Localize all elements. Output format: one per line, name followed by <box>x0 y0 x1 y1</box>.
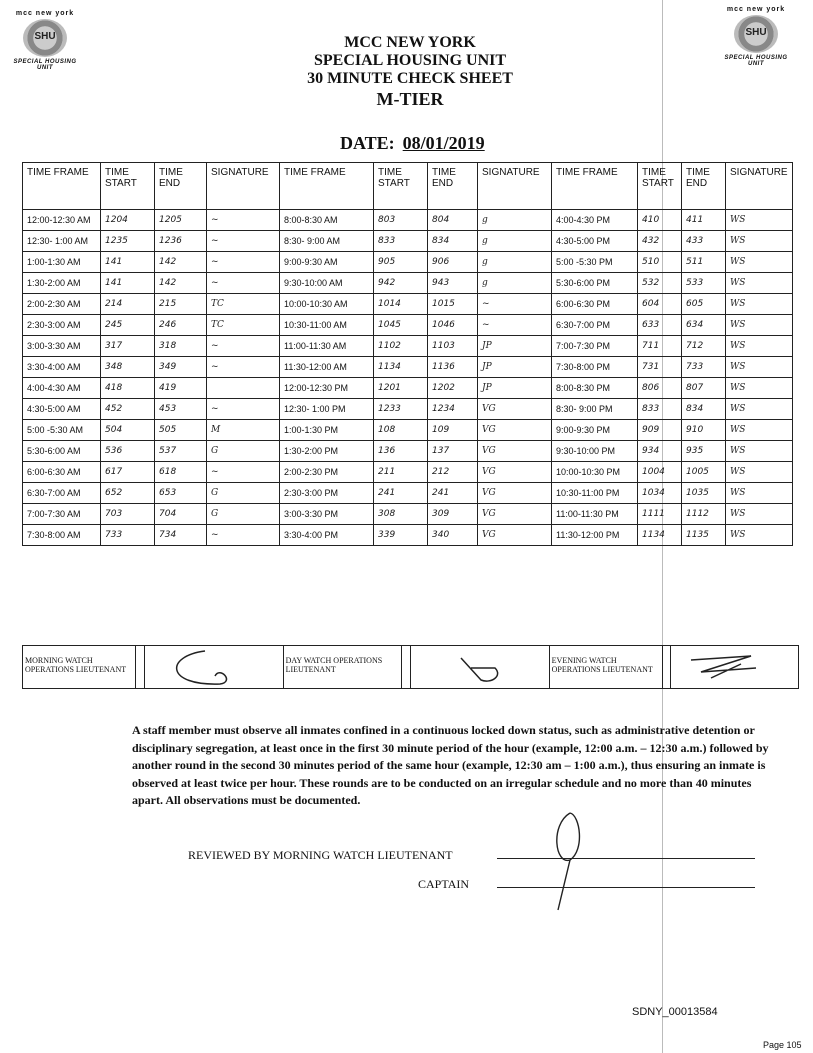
signature-cell[interactable]: g <box>478 252 552 273</box>
time-end-cell[interactable]: 733 <box>682 357 726 378</box>
signature-cell[interactable]: VG <box>478 483 552 504</box>
time-frame-cell: 11:00-11:30 PM <box>552 504 638 525</box>
day-lieutenant-label: DAY WATCH OPERATIONS LIEUTENANT <box>284 646 403 688</box>
time-start-cell[interactable]: 604 <box>638 294 682 315</box>
time-start-cell[interactable]: 136 <box>374 441 428 462</box>
page-number: Page 105 <box>763 1040 802 1050</box>
time-start-cell[interactable]: 141 <box>101 252 155 273</box>
time-start-cell[interactable]: 1235 <box>101 231 155 252</box>
time-frame-cell: 7:30-8:00 AM <box>23 525 101 546</box>
signature-cell[interactable]: G <box>207 504 280 525</box>
time-end-cell[interactable]: 433 <box>682 231 726 252</box>
reviewed-by-label: REVIEWED BY MORNING WATCH LIEUTENANT <box>188 848 453 862</box>
time-start-cell[interactable]: 245 <box>101 315 155 336</box>
column-header: TIME START <box>374 163 428 210</box>
logo-top-text: mcc new york <box>726 6 786 13</box>
time-start-cell[interactable]: 410 <box>638 210 682 231</box>
time-start-cell[interactable]: 1134 <box>374 357 428 378</box>
time-frame-cell: 10:00-10:30 AM <box>280 294 374 315</box>
reviewer-signature-mark <box>540 805 600 915</box>
time-frame-cell: 5:30-6:00 AM <box>23 441 101 462</box>
time-frame-cell: 1:00-1:30 AM <box>23 252 101 273</box>
time-end-cell[interactable]: 653 <box>155 483 207 504</box>
evening-lieutenant-label: EVENING WATCH OPERATIONS LIEUTENANT <box>550 646 663 688</box>
time-start-cell[interactable]: 141 <box>101 273 155 294</box>
time-start-cell[interactable]: 806 <box>638 378 682 399</box>
time-end-cell[interactable]: 215 <box>155 294 207 315</box>
column-header: SIGNATURE <box>207 163 280 210</box>
divider <box>136 646 144 688</box>
signature-cell[interactable]: WS <box>726 378 793 399</box>
time-frame-cell: 12:00-12:30 PM <box>280 378 374 399</box>
signature-mark <box>671 646 771 688</box>
column-header: TIME FRAME <box>280 163 374 210</box>
time-start-cell[interactable]: 1014 <box>374 294 428 315</box>
signature-cell[interactable]: JP <box>478 357 552 378</box>
time-frame-cell: 9:00-9:30 AM <box>280 252 374 273</box>
time-frame-cell: 8:00-8:30 AM <box>280 210 374 231</box>
time-frame-cell: 2:00-2:30 PM <box>280 462 374 483</box>
time-frame-cell: 9:00-9:30 PM <box>552 420 638 441</box>
time-start-cell[interactable]: 1134 <box>638 525 682 546</box>
time-end-cell[interactable]: 109 <box>428 420 478 441</box>
signature-cell[interactable]: ~ <box>207 462 280 483</box>
signature-cell[interactable]: ~ <box>207 357 280 378</box>
time-frame-cell: 6:30-7:00 AM <box>23 483 101 504</box>
time-end-cell[interactable]: 1136 <box>428 357 478 378</box>
signature-cell[interactable]: ~ <box>207 525 280 546</box>
time-end-cell[interactable]: 1202 <box>428 378 478 399</box>
signature-cell[interactable]: WS <box>726 399 793 420</box>
time-start-cell[interactable]: 1102 <box>374 336 428 357</box>
table-row <box>23 336 793 357</box>
time-end-cell[interactable]: 419 <box>155 378 207 399</box>
time-end-cell[interactable]: 734 <box>155 525 207 546</box>
signature-cell[interactable]: TC <box>207 294 280 315</box>
time-start-cell[interactable]: 317 <box>101 336 155 357</box>
time-start-cell[interactable]: 905 <box>374 252 428 273</box>
time-end-cell[interactable]: 349 <box>155 357 207 378</box>
morning-signature-box <box>145 646 284 688</box>
signature-cell[interactable]: WS <box>726 462 793 483</box>
time-frame-cell: 4:30-5:00 AM <box>23 399 101 420</box>
time-frame-cell: 6:00-6:30 PM <box>552 294 638 315</box>
time-end-cell[interactable]: 910 <box>682 420 726 441</box>
time-start-cell[interactable]: 108 <box>374 420 428 441</box>
signature-cell[interactable]: JP <box>478 336 552 357</box>
table-row <box>23 231 793 252</box>
time-frame-cell: 6:30-7:00 PM <box>552 315 638 336</box>
time-frame-cell: 10:00-10:30 PM <box>552 462 638 483</box>
seal-text: SHU <box>745 27 767 38</box>
time-start-cell[interactable]: 703 <box>101 504 155 525</box>
signature-cell[interactable]: ~ <box>478 315 552 336</box>
time-start-cell[interactable]: 1111 <box>638 504 682 525</box>
time-end-cell[interactable]: 511 <box>682 252 726 273</box>
time-end-cell[interactable]: 1005 <box>682 462 726 483</box>
time-end-cell[interactable]: 1035 <box>682 483 726 504</box>
time-start-cell[interactable]: 1201 <box>374 378 428 399</box>
time-end-cell[interactable]: 241 <box>428 483 478 504</box>
signature-cell[interactable]: ~ <box>207 252 280 273</box>
time-end-cell[interactable]: 906 <box>428 252 478 273</box>
time-end-cell[interactable]: 411 <box>682 210 726 231</box>
time-start-cell[interactable]: 536 <box>101 441 155 462</box>
time-frame-cell: 6:00-6:30 AM <box>23 462 101 483</box>
signature-cell[interactable]: WS <box>726 420 793 441</box>
signature-cell[interactable]: WS <box>726 441 793 462</box>
signature-cell[interactable]: WS <box>726 294 793 315</box>
signature-cell[interactable]: g <box>478 210 552 231</box>
signature-cell[interactable]: G <box>207 483 280 504</box>
time-frame-cell: 2:30-3:00 PM <box>280 483 374 504</box>
time-start-cell[interactable]: 452 <box>101 399 155 420</box>
time-start-cell[interactable]: 211 <box>374 462 428 483</box>
time-end-cell[interactable]: 537 <box>155 441 207 462</box>
time-end-cell[interactable]: 1112 <box>682 504 726 525</box>
time-start-cell[interactable]: 214 <box>101 294 155 315</box>
time-start-cell[interactable]: 711 <box>638 336 682 357</box>
signature-cell[interactable]: TC <box>207 315 280 336</box>
signature-cell[interactable]: g <box>478 231 552 252</box>
time-end-cell[interactable]: 142 <box>155 273 207 294</box>
time-start-cell[interactable]: 241 <box>374 483 428 504</box>
time-frame-cell: 7:30-8:00 PM <box>552 357 638 378</box>
signature-cell[interactable] <box>207 378 280 399</box>
logo-bottom-text: SPECIAL HOUSING UNIT <box>724 55 788 67</box>
divider <box>402 646 410 688</box>
time-frame-cell: 9:30-10:00 PM <box>552 441 638 462</box>
table-row <box>23 399 793 420</box>
signature-cell[interactable]: VG <box>478 399 552 420</box>
time-start-cell[interactable]: 652 <box>101 483 155 504</box>
table-row <box>23 441 793 462</box>
table-row <box>23 420 793 441</box>
logo-left <box>10 10 80 71</box>
time-start-cell[interactable]: 504 <box>101 420 155 441</box>
time-end-cell[interactable]: 834 <box>682 399 726 420</box>
title-line-4: M-TIER <box>376 89 444 109</box>
time-start-cell[interactable]: 833 <box>638 399 682 420</box>
signature-cell[interactable]: ~ <box>478 294 552 315</box>
time-frame-cell: 11:30-12:00 PM <box>552 525 638 546</box>
column-header: TIME FRAME <box>23 163 101 210</box>
signature-cell[interactable]: VG <box>478 420 552 441</box>
time-start-cell[interactable]: 510 <box>638 252 682 273</box>
column-header: TIME START <box>101 163 155 210</box>
time-frame-cell: 5:30-6:00 PM <box>552 273 638 294</box>
time-frame-cell: 12:30- 1:00 AM <box>23 231 101 252</box>
time-frame-cell: 5:00 -5:30 AM <box>23 420 101 441</box>
time-frame-cell: 7:00-7:30 AM <box>23 504 101 525</box>
signature-cell[interactable]: VG <box>478 504 552 525</box>
time-frame-cell: 5:00 -5:30 PM <box>552 252 638 273</box>
signature-cell[interactable]: VG <box>478 441 552 462</box>
table-row <box>23 504 793 525</box>
signature-cell[interactable]: WS <box>726 273 793 294</box>
time-end-cell[interactable]: 1015 <box>428 294 478 315</box>
time-start-cell[interactable]: 1204 <box>101 210 155 231</box>
table-row <box>23 483 793 504</box>
signature-cell[interactable]: WS <box>726 357 793 378</box>
signature-mark <box>411 646 549 688</box>
table-row <box>23 210 793 231</box>
time-start-cell[interactable]: 942 <box>374 273 428 294</box>
time-end-cell[interactable]: 807 <box>682 378 726 399</box>
shu-seal-icon <box>23 19 67 57</box>
time-end-cell[interactable]: 804 <box>428 210 478 231</box>
time-end-cell[interactable]: 137 <box>428 441 478 462</box>
signature-cell[interactable]: JP <box>478 378 552 399</box>
shu-seal-icon <box>734 15 778 53</box>
time-end-cell[interactable]: 309 <box>428 504 478 525</box>
time-end-cell[interactable]: 1046 <box>428 315 478 336</box>
time-start-cell[interactable]: 532 <box>638 273 682 294</box>
time-end-cell[interactable]: 533 <box>682 273 726 294</box>
table-row <box>23 357 793 378</box>
captain-line[interactable] <box>497 887 755 888</box>
time-end-cell[interactable]: 618 <box>155 462 207 483</box>
column-header: SIGNATURE <box>478 163 552 210</box>
time-start-cell[interactable]: 432 <box>638 231 682 252</box>
morning-lieutenant-label: MORNING WATCH OPERATIONS LIEUTENANT <box>23 646 136 688</box>
signature-cell[interactable]: M <box>207 420 280 441</box>
time-frame-cell: 3:30-4:00 PM <box>280 525 374 546</box>
time-end-cell[interactable]: 834 <box>428 231 478 252</box>
time-frame-cell: 2:30-3:00 AM <box>23 315 101 336</box>
logo-right <box>720 6 792 67</box>
column-header: TIME END <box>155 163 207 210</box>
table-row <box>23 525 793 546</box>
time-start-cell[interactable]: 308 <box>374 504 428 525</box>
lieutenant-signature-row <box>22 645 799 689</box>
time-frame-cell: 8:30- 9:00 AM <box>280 231 374 252</box>
time-frame-cell: 1:30-2:00 AM <box>23 273 101 294</box>
time-start-cell[interactable]: 733 <box>101 525 155 546</box>
time-frame-cell: 10:30-11:00 AM <box>280 315 374 336</box>
signature-cell[interactable]: WS <box>726 315 793 336</box>
time-start-cell[interactable]: 803 <box>374 210 428 231</box>
time-end-cell[interactable]: 505 <box>155 420 207 441</box>
time-frame-cell: 4:00-4:30 AM <box>23 378 101 399</box>
seal-text: SHU <box>34 31 56 42</box>
signature-mark <box>145 646 283 688</box>
time-start-cell[interactable]: 1034 <box>638 483 682 504</box>
title-line-3: 30 MINUTE CHECK SHEET <box>307 70 513 87</box>
signature-cell[interactable]: WS <box>726 252 793 273</box>
signature-cell[interactable]: ~ <box>207 336 280 357</box>
page-title <box>260 34 560 108</box>
date-label: DATE: <box>340 133 395 153</box>
time-end-cell[interactable]: 1103 <box>428 336 478 357</box>
column-header: TIME START <box>638 163 682 210</box>
signature-cell[interactable]: ~ <box>207 210 280 231</box>
time-frame-cell: 7:00-7:30 PM <box>552 336 638 357</box>
table-row <box>23 252 793 273</box>
signature-cell[interactable]: WS <box>726 525 793 546</box>
table-row <box>23 294 793 315</box>
time-end-cell[interactable]: 453 <box>155 399 207 420</box>
time-start-cell[interactable]: 348 <box>101 357 155 378</box>
time-frame-cell: 3:00-3:30 PM <box>280 504 374 525</box>
signature-cell[interactable]: VG <box>478 525 552 546</box>
time-frame-cell: 11:00-11:30 AM <box>280 336 374 357</box>
time-start-cell[interactable]: 909 <box>638 420 682 441</box>
time-start-cell[interactable]: 934 <box>638 441 682 462</box>
signature-cell[interactable]: ~ <box>207 273 280 294</box>
time-frame-cell: 3:30-4:00 AM <box>23 357 101 378</box>
table-row <box>23 378 793 399</box>
time-end-cell[interactable]: 1234 <box>428 399 478 420</box>
logo-top-text: mcc new york <box>15 10 75 17</box>
time-frame-cell: 12:00-12:30 AM <box>23 210 101 231</box>
time-start-cell[interactable]: 617 <box>101 462 155 483</box>
table-row <box>23 273 793 294</box>
signature-cell[interactable]: G <box>207 441 280 462</box>
time-frame-cell: 8:30- 9:00 PM <box>552 399 638 420</box>
title-line-2: SPECIAL HOUSING UNIT <box>313 52 507 69</box>
signature-cell[interactable]: WS <box>726 231 793 252</box>
instructions-paragraph: A staff member must observe all inmates confined in a continuous locked down status, such as administrative detention or disciplinary segregation, at least once in the first 30 minute period of the hour (example, 12:00 a.m. – 12:30 a.m.) followed by another round in the second 30 minutes period of the same hour (example, 12:30 am – 1:00 a.m.), thus ensuring an inmate is observed at least twice per hour. These rounds are to be conducted on an irregular schedule and no more than 40 minutes apart. All observations must be documented. <box>132 723 769 807</box>
time-frame-cell: 10:30-11:00 PM <box>552 483 638 504</box>
signature-cell[interactable]: WS <box>726 483 793 504</box>
time-frame-cell: 11:30-12:00 AM <box>280 357 374 378</box>
check-table <box>22 162 793 546</box>
time-frame-cell: 4:00-4:30 PM <box>552 210 638 231</box>
time-end-cell[interactable]: 712 <box>682 336 726 357</box>
divider <box>663 646 671 688</box>
time-end-cell[interactable]: 943 <box>428 273 478 294</box>
column-header: TIME FRAME <box>552 163 638 210</box>
time-start-cell[interactable]: 339 <box>374 525 428 546</box>
time-end-cell[interactable]: 1205 <box>155 210 207 231</box>
logo-bottom-text: SPECIAL HOUSING UNIT <box>13 59 77 71</box>
day-signature-box <box>411 646 550 688</box>
evening-signature-box <box>671 646 798 688</box>
time-frame-cell: 1:00-1:30 PM <box>280 420 374 441</box>
time-start-cell[interactable]: 633 <box>638 315 682 336</box>
time-end-cell[interactable]: 340 <box>428 525 478 546</box>
time-start-cell[interactable]: 731 <box>638 357 682 378</box>
column-header: TIME END <box>682 163 726 210</box>
table-row <box>23 315 793 336</box>
title-line-1: MCC NEW YORK <box>344 34 476 51</box>
time-start-cell[interactable]: 1233 <box>374 399 428 420</box>
time-frame-cell: 12:30- 1:00 PM <box>280 399 374 420</box>
table-row <box>23 462 793 483</box>
time-frame-cell: 4:30-5:00 PM <box>552 231 638 252</box>
column-header: TIME END <box>428 163 478 210</box>
signature-cell[interactable]: VG <box>478 462 552 483</box>
table-header-row <box>23 163 793 210</box>
signature-cell[interactable]: ~ <box>207 399 280 420</box>
time-end-cell[interactable]: 605 <box>682 294 726 315</box>
time-frame-cell: 8:00-8:30 PM <box>552 378 638 399</box>
time-start-cell[interactable]: 1045 <box>374 315 428 336</box>
captain-label: CAPTAIN <box>418 877 470 891</box>
signature-cell[interactable]: g <box>478 273 552 294</box>
time-end-cell[interactable]: 212 <box>428 462 478 483</box>
time-end-cell[interactable]: 142 <box>155 252 207 273</box>
date-field <box>340 133 485 154</box>
signature-cell[interactable]: WS <box>726 210 793 231</box>
time-frame-cell: 2:00-2:30 AM <box>23 294 101 315</box>
time-frame-cell: 3:00-3:30 AM <box>23 336 101 357</box>
time-end-cell[interactable]: 935 <box>682 441 726 462</box>
signature-cell[interactable]: ~ <box>207 231 280 252</box>
time-start-cell[interactable]: 418 <box>101 378 155 399</box>
time-end-cell[interactable]: 246 <box>155 315 207 336</box>
reviewed-by-line[interactable] <box>497 858 755 859</box>
time-end-cell[interactable]: 1236 <box>155 231 207 252</box>
time-frame-cell: 1:30-2:00 PM <box>280 441 374 462</box>
signature-cell[interactable]: WS <box>726 336 793 357</box>
time-end-cell[interactable]: 318 <box>155 336 207 357</box>
bates-number: SDNY_00013584 <box>632 1006 718 1018</box>
time-frame-cell: 9:30-10:00 AM <box>280 273 374 294</box>
column-header: SIGNATURE <box>726 163 793 210</box>
time-end-cell[interactable]: 704 <box>155 504 207 525</box>
time-start-cell[interactable]: 833 <box>374 231 428 252</box>
signature-cell[interactable]: WS <box>726 504 793 525</box>
table-body <box>23 210 793 546</box>
date-value: 08/01/2019 <box>402 133 485 153</box>
time-end-cell[interactable]: 1135 <box>682 525 726 546</box>
time-end-cell[interactable]: 634 <box>682 315 726 336</box>
time-start-cell[interactable]: 1004 <box>638 462 682 483</box>
